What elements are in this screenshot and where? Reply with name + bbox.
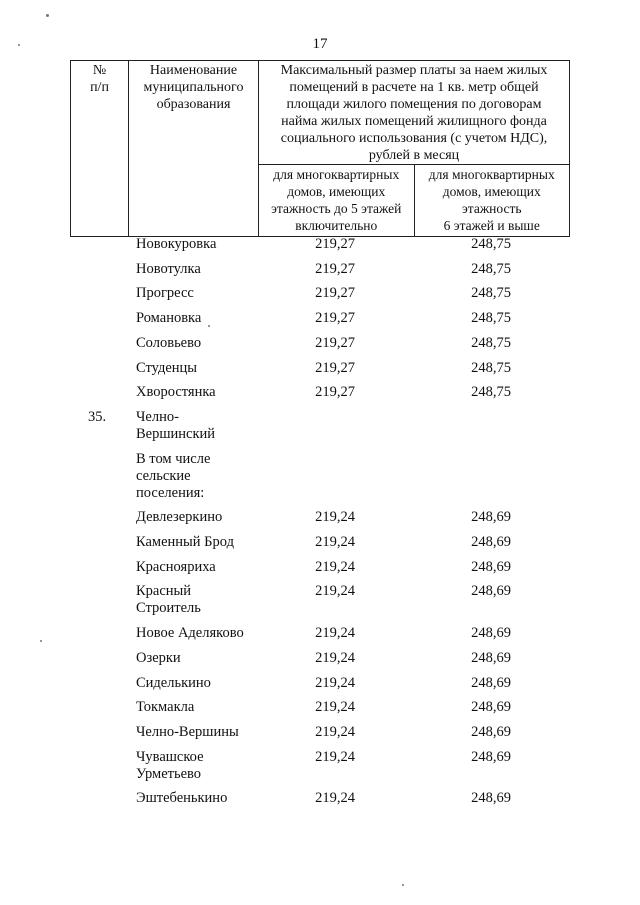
municipality-name: Хворостянка (136, 384, 216, 401)
table-row (70, 625, 570, 642)
table-row (70, 236, 570, 253)
header-6-floors-and-more (414, 165, 570, 237)
rate-up-to-5-floors: 219,27 (315, 236, 355, 252)
table-row (70, 261, 570, 278)
rate-6-floors-and-more: 248,69 (471, 790, 511, 807)
rate-6-floors-and-more: 248,75 (471, 260, 511, 277)
table-row (70, 534, 570, 551)
rate-up-to-5-floors: 219,24 (315, 625, 355, 642)
rate-6-floors-and-more: 248,69 (471, 723, 511, 740)
rate-up-to-5-floors: 219,24 (315, 674, 355, 691)
rate-6-floors-and-more: 248,69 (471, 649, 511, 666)
scan-speck (402, 884, 404, 886)
rate-6-floors-and-more: 248,75 (471, 236, 511, 252)
rate-up-to-5-floors: 219,24 (315, 558, 355, 575)
rate-6-floors-and-more: 248,69 (471, 509, 511, 526)
scan-speck (208, 325, 210, 327)
rate-up-to-5-floors: 219,27 (315, 359, 355, 376)
header-up-to-5-floors (259, 165, 415, 237)
municipality-name: Токмакла (136, 699, 195, 716)
table-row (70, 409, 570, 443)
rate-6-floors-and-more: 248,69 (471, 748, 511, 765)
header-group-label: Максимальный размер платы за наем жилых помещений в расчете на 1 кв. метр общей площади жилого помещения по договорам найма жилых помещений жилищного фонда социального использования (с учетом НДС), рублей в месяц (280, 63, 548, 163)
table-row (70, 451, 570, 502)
municipality-name: Студенцы (136, 359, 198, 376)
table-row (70, 749, 570, 783)
rate-6-floors-and-more: 248,69 (471, 558, 511, 575)
scan-speck (18, 44, 20, 46)
rate-up-to-5-floors: 219,27 (315, 260, 355, 277)
municipality-name: Новое Аделяково (136, 625, 244, 642)
rate-6-floors-and-more: 248,75 (471, 310, 511, 327)
municipality-name: Озерки (136, 649, 181, 666)
header-6-floors-label: для многоквартирных домов, имеющих этажность 6 этажей и выше (428, 167, 555, 233)
rate-6-floors-and-more: 248,69 (471, 674, 511, 691)
rate-up-to-5-floors: 219,24 (315, 509, 355, 526)
table-row (70, 384, 570, 401)
table-row (70, 285, 570, 302)
scan-speck (46, 14, 49, 17)
table-row (70, 724, 570, 741)
rate-up-to-5-floors: 219,24 (315, 790, 355, 807)
rate-up-to-5-floors: 219,27 (315, 334, 355, 351)
rate-6-floors-and-more: 248,69 (471, 625, 511, 642)
rate-up-to-5-floors: 219,27 (315, 384, 355, 401)
rate-6-floors-and-more: 248,75 (471, 334, 511, 351)
header-up-to-5-floors-label: для многоквартирных домов, имеющих этажность до 5 этажей включительно (271, 167, 402, 233)
municipality-name: Челно- Вершинский (136, 408, 216, 442)
municipality-name: Краснояриха (136, 558, 216, 575)
rate-up-to-5-floors: 219,24 (315, 583, 355, 600)
header-name-label: Наименование муниципального образования (143, 63, 244, 112)
table-row (70, 559, 570, 576)
rate-6-floors-and-more: 248,75 (471, 359, 511, 376)
table-row (70, 360, 570, 377)
table-row (70, 699, 570, 716)
rate-up-to-5-floors: 219,24 (315, 748, 355, 765)
rate-6-floors-and-more: 248,69 (471, 583, 511, 600)
rate-6-floors-and-more: 248,75 (471, 384, 511, 401)
municipality-name: Соловьево (136, 334, 202, 351)
municipality-name: Эштебенькино (136, 790, 228, 807)
header-group-column (259, 61, 570, 165)
rate-up-to-5-floors: 219,24 (315, 699, 355, 716)
table-row (70, 583, 570, 617)
table-header (70, 60, 570, 237)
header-name-column (129, 61, 259, 237)
table-row (70, 650, 570, 667)
rate-6-floors-and-more: 248,75 (471, 285, 511, 302)
header-number-label: № п/п (90, 63, 109, 95)
municipality-name: Красный Строитель (136, 583, 201, 617)
scan-speck (40, 640, 42, 642)
municipality-name: Романовка (136, 310, 202, 327)
table-row (70, 675, 570, 692)
municipality-name: В том числе сельские поселения: (136, 450, 211, 501)
table-row (70, 509, 570, 526)
table-row (70, 310, 570, 327)
municipality-name: Челно-Вершины (136, 723, 239, 740)
municipality-name: Прогресс (136, 285, 194, 302)
rate-up-to-5-floors: 219,27 (315, 310, 355, 327)
municipality-name: Девлезеркино (136, 509, 223, 526)
municipality-name: Новокуровка (136, 236, 217, 252)
header-number-column (71, 61, 129, 237)
rate-6-floors-and-more: 248,69 (471, 699, 511, 716)
row-number: 35. (88, 408, 107, 425)
rate-up-to-5-floors: 219,27 (315, 285, 355, 302)
municipality-name: Новотулка (136, 260, 201, 277)
rate-up-to-5-floors: 219,24 (315, 649, 355, 666)
municipality-name: Каменный Брод (136, 534, 234, 550)
municipality-name: Сиделькино (136, 674, 211, 691)
rate-up-to-5-floors: 219,24 (315, 534, 355, 550)
municipality-name: Чувашское Урметьево (136, 748, 204, 782)
table-row (70, 335, 570, 352)
page-number: 17 (312, 36, 328, 52)
rate-6-floors-and-more: 248,69 (471, 534, 511, 550)
table-row (70, 790, 570, 807)
rate-up-to-5-floors: 219,24 (315, 723, 355, 740)
